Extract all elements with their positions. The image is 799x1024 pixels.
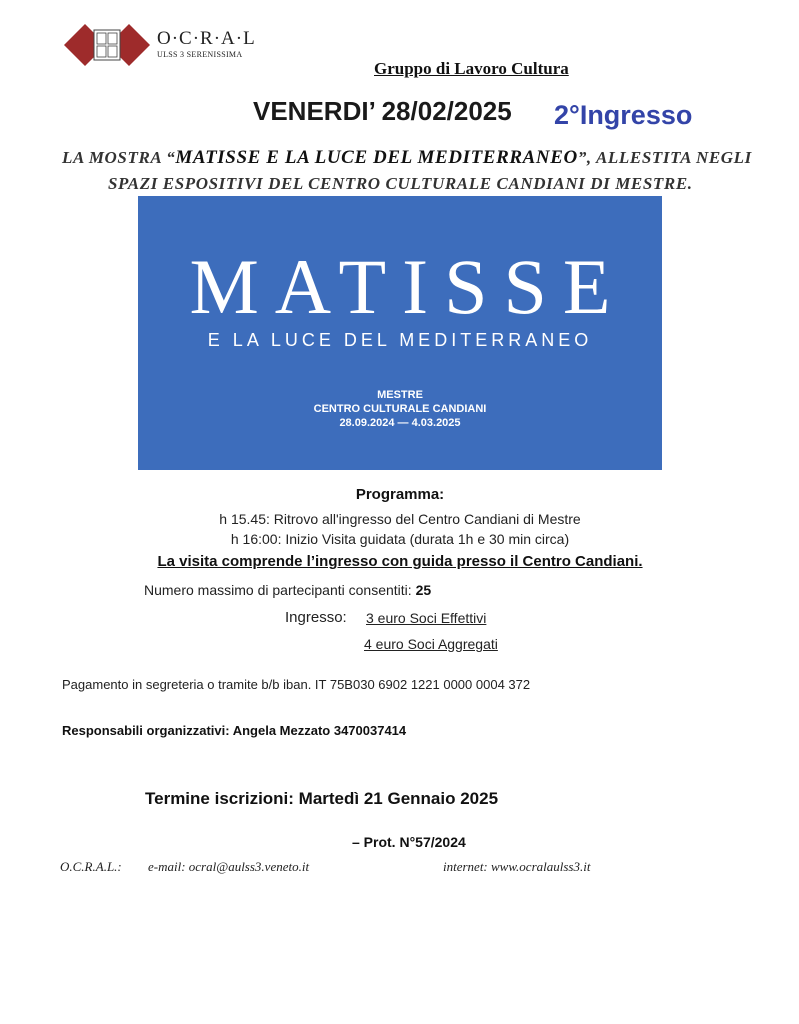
poster-subtitle: E LA LUCE DEL MEDITERRANEO <box>207 330 593 350</box>
ocral-logo-icon <box>64 24 150 66</box>
logo-name: O·C·R·A·L <box>157 28 256 49</box>
visit-note: La visita comprende l’ingresso con guida presso il Centro Candiani. <box>157 553 643 570</box>
poster-dates: 28.09.2024 — 4.03.2025 <box>339 417 461 429</box>
fee-label: Ingresso: <box>285 609 347 626</box>
program-heading: Programma: <box>355 486 445 503</box>
max-participants-value: 25 <box>415 582 432 598</box>
event-date: VENERDI’ 28/02/2025 <box>253 96 512 126</box>
max-participants-label: Numero massimo di partecipanti consentiti: <box>144 582 416 598</box>
intro-prefix: LA MOSTRA “ <box>62 148 176 167</box>
payment-info: Pagamento in segreteria o tramite b/b iban. IT 75B030 6902 1221 0000 0004 372 <box>62 677 531 692</box>
max-participants <box>144 582 431 598</box>
footer-website[interactable]: internet: www.ocralaulss3.it <box>443 859 591 874</box>
program-item: h 15.45: Ritrovo all'ingresso del Centro Candiani di Mestre <box>219 511 581 527</box>
logo-subtitle: ULSS 3 SERENISSIMA <box>157 50 243 59</box>
group-title: Gruppo di Lavoro Cultura <box>374 59 569 78</box>
protocol-number: – Prot. N°57/2024 <box>352 834 466 850</box>
poster-venue: CENTRO CULTURALE CANDIANI <box>313 403 487 415</box>
organizers: Responsabili organizzativi: Angela Mezzato 3470037414 <box>62 723 407 738</box>
poster-title: MATISSE <box>189 243 627 330</box>
program-item: h 16:00: Inizio Visita guidata (durata 1h e 30 min circa) <box>230 531 570 547</box>
intro-line-2: SPAZI ESPOSITIVI DEL CENTRO CULTURALE CANDIANI DI MESTRE. <box>108 174 693 193</box>
intro-suffix: ”, ALLESTITA NEGLI <box>577 148 752 167</box>
fee-item: 3 euro Soci Effettivi <box>366 610 487 626</box>
footer-org: O.C.R.A.L.: <box>60 859 122 874</box>
fee-item: 4 euro Soci Aggregati <box>364 636 498 652</box>
footer-email[interactable]: e-mail: ocral@aulss3.veneto.it <box>148 859 310 874</box>
intro-line-1 <box>62 147 752 169</box>
registration-deadline: Termine iscrizioni: Martedì 21 Gennaio 2025 <box>145 789 499 808</box>
exhibition-title: MATISSE E LA LUCE DEL MEDITERRANEO <box>175 147 578 168</box>
exhibition-poster <box>138 196 662 470</box>
ingresso-tag: 2°Ingresso <box>554 100 693 130</box>
poster-city: MESTRE <box>377 389 423 401</box>
